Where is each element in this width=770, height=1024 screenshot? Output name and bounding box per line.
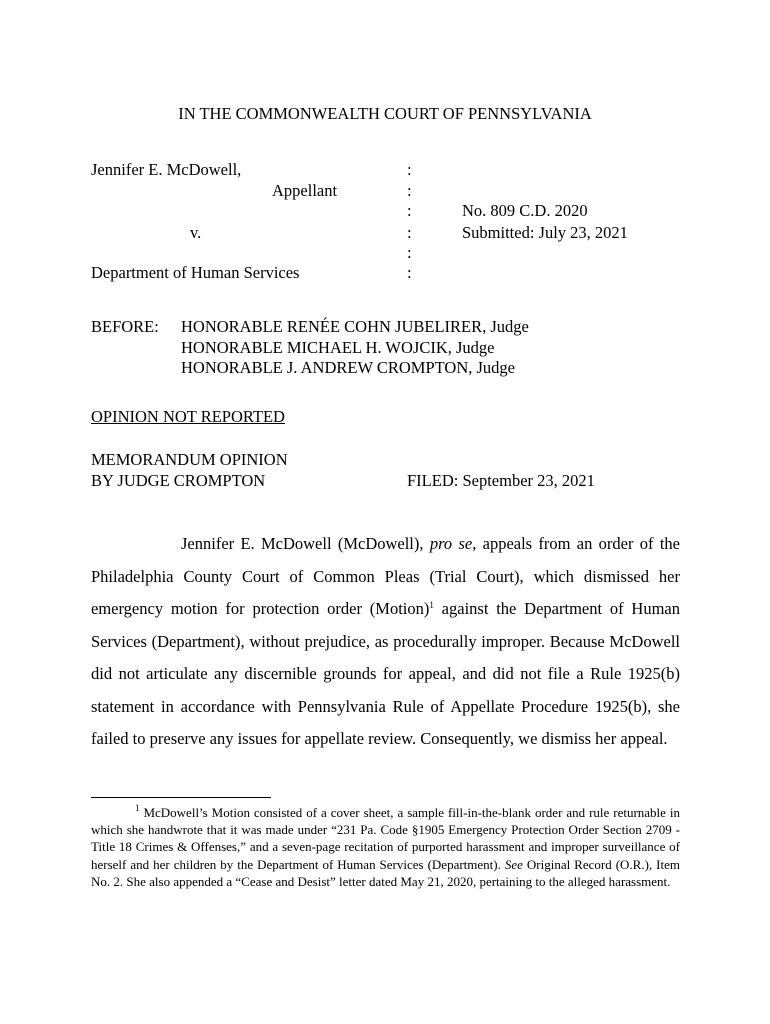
caption-colon: : bbox=[407, 243, 412, 262]
versus: v. bbox=[190, 223, 202, 242]
opinion-body bbox=[91, 528, 680, 756]
footnote-paragraph bbox=[91, 804, 680, 890]
court-title: IN THE COMMONWEALTH COURT OF PENNSYLVANIA bbox=[178, 104, 592, 123]
footnote-reference: 1 bbox=[429, 600, 434, 610]
footnote-text-segment: Original Record (O.R.), Item No. 2. She also appended a “Cease and Desist” letter dated May 21, 2020, pertaining to the alleged harassment. bbox=[91, 856, 680, 889]
caption-colon: : bbox=[407, 223, 412, 242]
body-text-segment: Jennifer E. McDowell (McDowell), bbox=[181, 534, 430, 553]
judge-line: HONORABLE J. ANDREW CROMPTON, Judge bbox=[181, 358, 515, 377]
opinion-author: BY JUDGE CROMPTON bbox=[91, 471, 266, 490]
body-text-segment: against the Department of Human Services (Department), without prejudice, as procedurally improper. Because McDowell did not articulate any discernible grounds for appeal, and did not file a Rule 1925(b) statement in accordance with Pennsylvania Rule of Appellate Procedure 1925(b), she failed to preserve any issues for appellate review. Consequently, we dismiss her appeal. bbox=[91, 599, 680, 748]
judge-line: HONORABLE RENÉE COHN JUBELIRER, Judge bbox=[181, 317, 529, 336]
caption-colon: : bbox=[407, 201, 412, 220]
body-paragraph bbox=[91, 528, 680, 756]
before-label: BEFORE: bbox=[91, 317, 159, 336]
docket-number: No. 809 C.D. 2020 bbox=[462, 201, 588, 220]
judge-line: HONORABLE MICHAEL H. WOJCIK, Judge bbox=[181, 338, 495, 357]
pro-se-italic: pro se bbox=[429, 534, 473, 553]
footnote-text-segment: McDowell’s Motion consisted of a cover sheet, a sample fill-in-the-blank order and rule returnable in which she handwrote that it was made under “231 Pa. Code §1905 Emergency Protection Order Section 2709 -Title 18 Crimes & Offenses,” and a seven-page recitation of purported harassment and improper surveillance of herself and her children by the Department of Human Services (Department). bbox=[91, 805, 680, 872]
opinion-status: OPINION NOT REPORTED bbox=[91, 407, 285, 426]
footnote bbox=[91, 804, 680, 890]
footnote-number: 1 bbox=[135, 803, 140, 813]
submitted-date: Submitted: July 23, 2021 bbox=[462, 223, 628, 242]
appellant-name: Jennifer E. McDowell, bbox=[91, 160, 242, 179]
body-text-segment: , appeals from an order of the Philadelphia County Court of Common Pleas (Trial Court), which dismissed her emergency motion for protection order (Motion) bbox=[91, 534, 680, 618]
appellant-role: Appellant bbox=[272, 181, 338, 200]
caption-colon: : bbox=[407, 181, 412, 200]
caption-colon: : bbox=[407, 263, 412, 282]
see-signal-italic: See bbox=[504, 856, 523, 872]
filed-date: FILED: September 23, 2021 bbox=[407, 471, 595, 490]
opinion-type: MEMORANDUM OPINION bbox=[91, 450, 288, 469]
footnote-separator bbox=[91, 797, 271, 798]
caption-colon: : bbox=[407, 160, 412, 179]
appellee-name: Department of Human Services bbox=[91, 263, 300, 282]
